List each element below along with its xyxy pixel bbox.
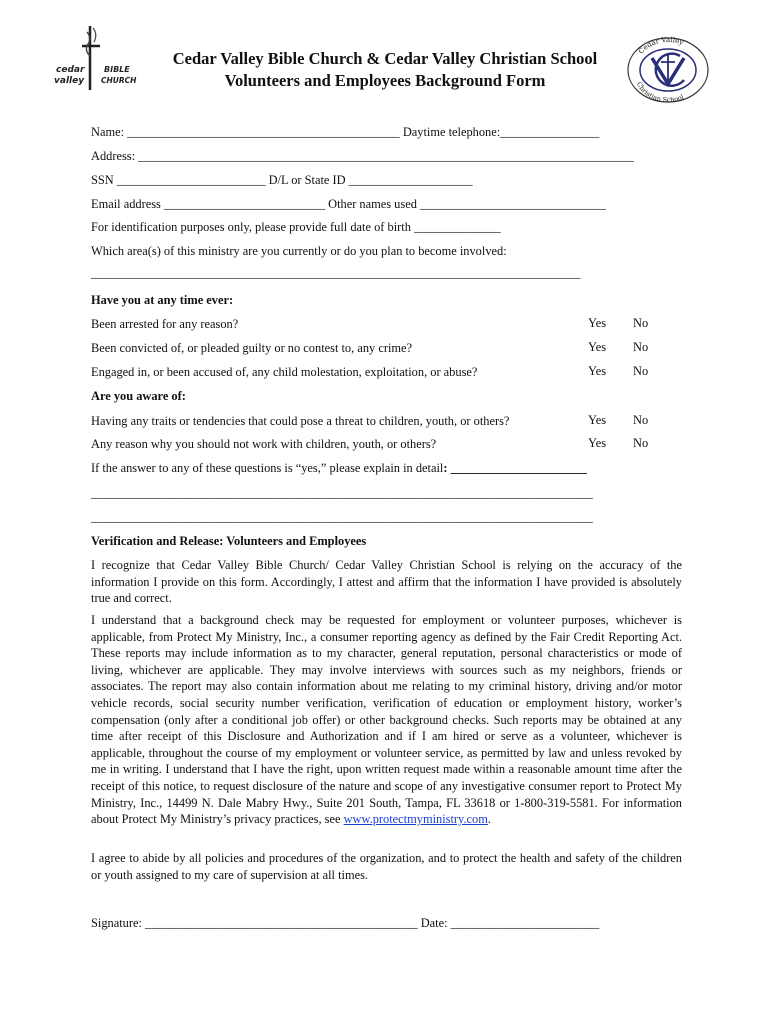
protectmyministry-link[interactable]: www.protectmyministry.com — [343, 812, 488, 827]
section-ever-heading: Have you at any time ever: — [91, 293, 234, 307]
cedar-valley-christian-school-seal — [622, 34, 714, 104]
explain-line-3[interactable]: _________________________________________________________________________________ — [91, 510, 593, 524]
no-option[interactable]: No — [633, 316, 649, 330]
svg-text:CHURCH: CHURCH — [101, 76, 137, 85]
yes-option[interactable]: Yes — [588, 413, 607, 427]
svg-text:Christian School: Christian School — [634, 80, 685, 104]
paragraph-2-text: I understand that a background check may be requested for employment or volunteer purposes, whichever is applicable, from Protect My Ministry, Inc., a consumer reporting agency as defined by the Fair Credit Reporting Act. These reports may include information as to my character, general reputation, personal characteristics or mode of living, whichever are applicable. They may involve interviews with sources such as my neighbors, friends or associates. The report may also contain information about me relating to my criminal history, driving and/or motor vehicle records, social security number verification, verification of education or employment history, worker’s compensation (only after a conditional job offer) or other background checks. Such reports may be obtained at any time after receipt of this Disclosure and Authorization and if I am hired or serve as a volunteer, whichever is applicable, throughout the course of my employment or volunteer service, as permitted by law and unless revoked by me in writing. I understand that I have the right, upon written request made within a reasonable amount time after the receipt of this notice, to request disclosure of the nature and scope of any investigative consumer report to Protect My Ministry, Inc., 14499 N. Dale Mabry Hwy., Suite 201 South, Tampa, FL 33618 or 1-800-319-5581. For information about Protect My Ministry’s privacy practices, see — [91, 613, 682, 827]
explain-line-2[interactable]: _________________________________________________________________________________ — [91, 486, 593, 500]
question-text: Any reason why you should not work with children, youth, or others? — [91, 437, 437, 451]
explain-field[interactable] — [91, 460, 587, 476]
explain-line[interactable]: : ______________________ — [443, 461, 587, 475]
question-row — [91, 364, 477, 380]
birthdate-field[interactable]: For identification purposes only, please provide full date of birth ______________ — [91, 220, 501, 234]
verification-paragraph-2 — [91, 612, 682, 828]
question-row — [91, 413, 509, 429]
question-text: Been arrested for any reason? — [91, 317, 239, 331]
signature-date-field[interactable]: Signature: ____________________________________________ Date: ________________________ — [91, 916, 600, 930]
no-option[interactable]: No — [633, 436, 649, 450]
question-text: Having any traits or tendencies that could pose a threat to children, youth, or others? — [91, 414, 510, 428]
question-text: Been convicted of, or pleaded guilty or no contest to, any crime? — [91, 341, 413, 355]
verification-heading: Verification and Release: Volunteers and Employees — [91, 534, 367, 548]
question-row — [91, 340, 412, 356]
verification-paragraph-1: I recognize that Cedar Valley Bible Church/ Cedar Valley Christian School is relying on the accuracy of the information I provide on this form. Accordingly, I attest and affirm that the information I have provided is absolutely true and correct. — [91, 558, 682, 606]
address-field[interactable]: Address: ________________________________________________________________________________ — [91, 149, 634, 163]
verification-paragraph-3: I agree to abide by all policies and procedures of the organization, and to protect the health and safety of the children or youth assigned to my care of supervision at all times. — [91, 851, 682, 882]
cedar-valley-bible-church-logo — [46, 20, 146, 100]
svg-text:cedar: cedar — [56, 65, 85, 75]
yes-option[interactable]: Yes — [588, 364, 607, 378]
explain-prompt: If the answer to any of these questions is “yes,” please explain in detail — [91, 461, 444, 475]
question-text: Engaged in, or been accused of, any child molestation, exploitation, or abuse? — [91, 365, 478, 379]
email-othernames-field[interactable]: Email address __________________________ Other names used ______________________________ — [91, 197, 606, 211]
svg-text:BIBLE: BIBLE — [104, 65, 130, 74]
svg-text:valley: valley — [54, 76, 85, 86]
svg-text:Cedar Valley: Cedar Valley — [637, 35, 685, 56]
yes-option[interactable]: Yes — [588, 316, 607, 330]
question-row — [91, 436, 436, 452]
ssn-license-field[interactable]: SSN ________________________ D/L or State ID ____________________ — [91, 173, 473, 187]
no-option[interactable]: No — [633, 364, 649, 378]
form-title-line1: Cedar Valley Bible Church & Cedar Valley Christian School — [172, 49, 598, 68]
section-aware-heading: Are you aware of: — [91, 389, 186, 403]
yes-option[interactable]: Yes — [588, 340, 607, 354]
no-option[interactable]: No — [633, 340, 649, 354]
yes-option[interactable]: Yes — [588, 436, 607, 450]
paragraph-2-end: . — [487, 812, 491, 827]
form-title-line2: Volunteers and Employees Background Form — [224, 71, 546, 90]
ministry-areas-question: Which area(s) of this ministry are you currently or do you plan to become involved: — [91, 244, 507, 258]
no-option[interactable]: No — [633, 413, 649, 427]
name-phone-field[interactable]: Name: ____________________________________________ Daytime telephone:________________ — [91, 125, 600, 139]
ministry-areas-line[interactable]: _______________________________________________________________________________ — [91, 266, 581, 280]
